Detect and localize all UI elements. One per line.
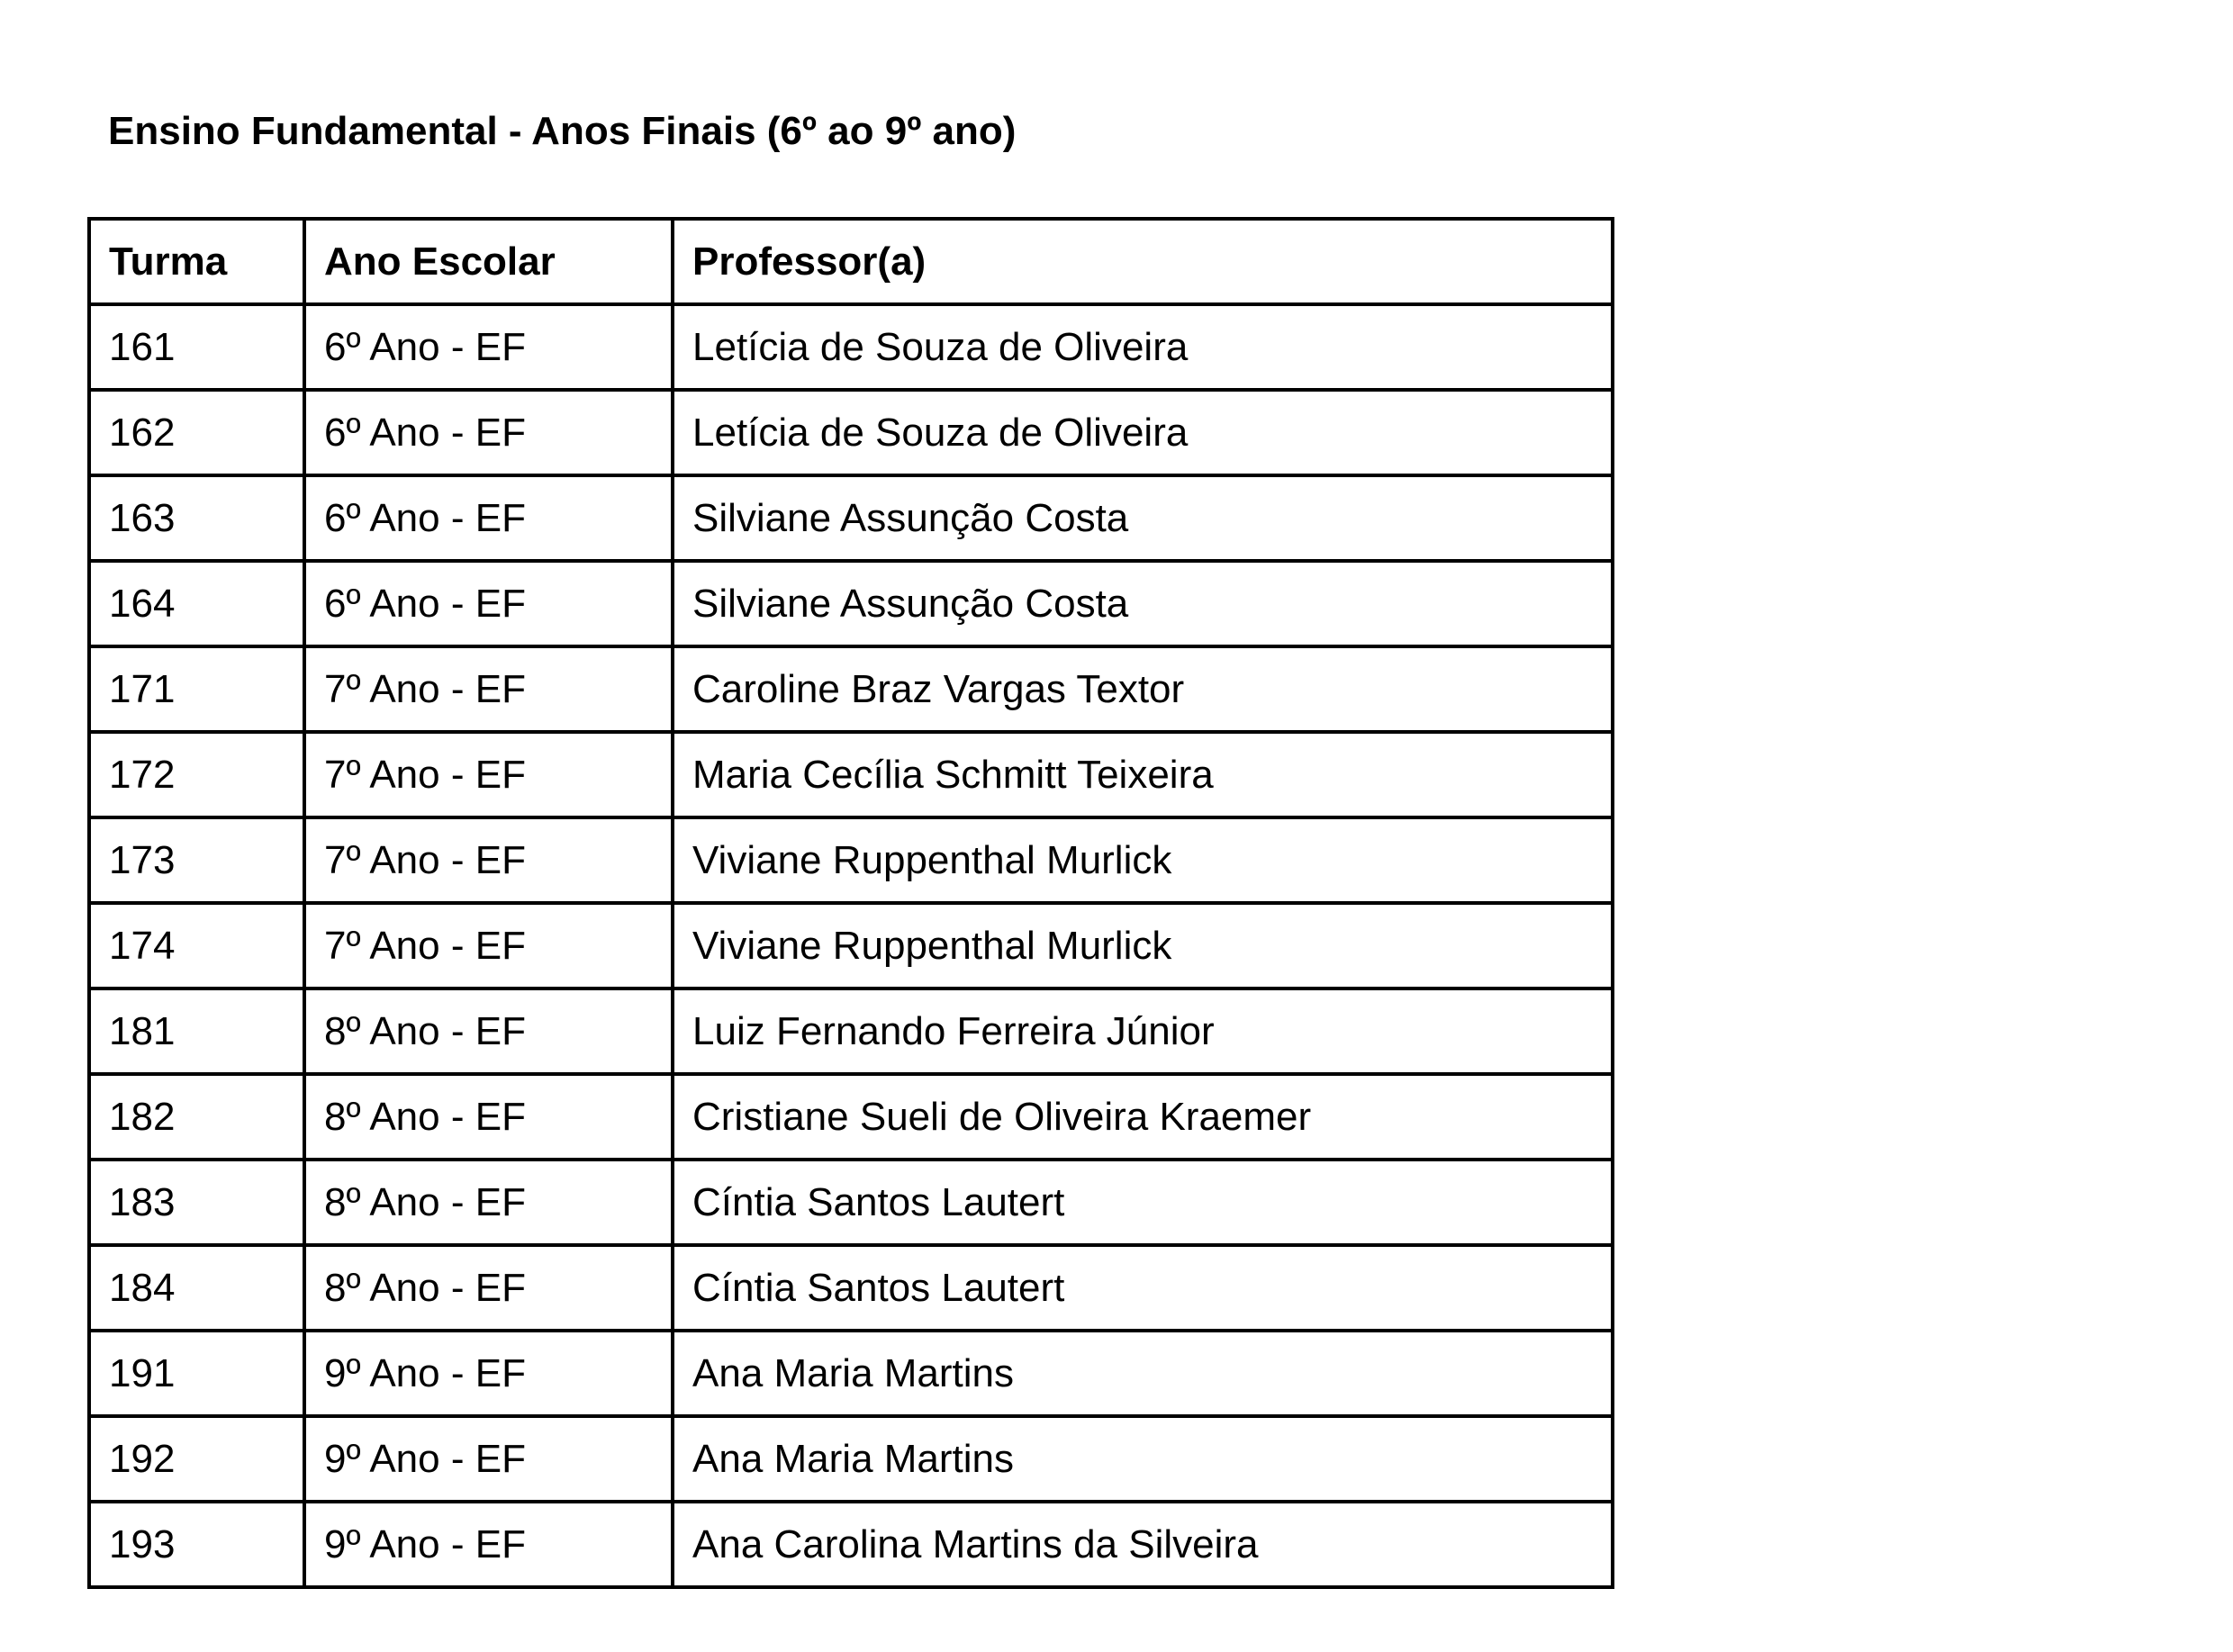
cell-turma: 183: [89, 1160, 304, 1245]
table-row: [89, 1502, 1613, 1587]
table-row: [89, 1331, 1613, 1416]
header-ano-escolar: Ano Escolar: [304, 219, 673, 304]
table-row: [89, 732, 1613, 817]
header-turma: Turma: [89, 219, 304, 304]
table-row: [89, 1416, 1613, 1502]
cell-professor: Letícia de Souza de Oliveira: [673, 390, 1613, 475]
table-row: [89, 988, 1613, 1074]
header-professor: Professor(a): [673, 219, 1613, 304]
cell-turma: 174: [89, 903, 304, 988]
cell-turma: 162: [89, 390, 304, 475]
cell-ano: 8º Ano - EF: [304, 988, 673, 1074]
cell-professor: Ana Carolina Martins da Silveira: [673, 1502, 1613, 1587]
table-row: [89, 1074, 1613, 1160]
document-title: Ensino Fundamental - Anos Finais (6º ao 9º ano): [108, 109, 1017, 153]
table-row: [89, 561, 1613, 646]
cell-turma: 181: [89, 988, 304, 1074]
cell-ano: 9º Ano - EF: [304, 1331, 673, 1416]
table-row: [89, 817, 1613, 903]
cell-ano: 9º Ano - EF: [304, 1416, 673, 1502]
table-row: [89, 475, 1613, 561]
cell-professor: Ana Maria Martins: [673, 1331, 1613, 1416]
cell-professor: Maria Cecília Schmitt Teixeira: [673, 732, 1613, 817]
table-body: [89, 304, 1613, 1587]
cell-turma: 173: [89, 817, 304, 903]
cell-ano: 7º Ano - EF: [304, 903, 673, 988]
cell-turma: 193: [89, 1502, 304, 1587]
table-row: [89, 903, 1613, 988]
cell-professor: Viviane Ruppenthal Murlick: [673, 903, 1613, 988]
cell-ano: 6º Ano - EF: [304, 475, 673, 561]
cell-ano: 7º Ano - EF: [304, 817, 673, 903]
cell-professor: Cíntia Santos Lautert: [673, 1160, 1613, 1245]
cell-professor: Luiz Fernando Ferreira Júnior: [673, 988, 1613, 1074]
cell-turma: 172: [89, 732, 304, 817]
cell-turma: 192: [89, 1416, 304, 1502]
table-header-row: [89, 219, 1613, 304]
cell-professor: Ana Maria Martins: [673, 1416, 1613, 1502]
table-row: [89, 390, 1613, 475]
cell-turma: 163: [89, 475, 304, 561]
cell-ano: 6º Ano - EF: [304, 561, 673, 646]
cell-ano: 8º Ano - EF: [304, 1245, 673, 1331]
cell-professor: Viviane Ruppenthal Murlick: [673, 817, 1613, 903]
cell-turma: 164: [89, 561, 304, 646]
cell-turma: 191: [89, 1331, 304, 1416]
cell-professor: Silviane Assunção Costa: [673, 475, 1613, 561]
cell-ano: 7º Ano - EF: [304, 646, 673, 732]
cell-ano: 6º Ano - EF: [304, 304, 673, 390]
cell-professor: Silviane Assunção Costa: [673, 561, 1613, 646]
table-row: [89, 646, 1613, 732]
cell-turma: 171: [89, 646, 304, 732]
cell-ano: 8º Ano - EF: [304, 1074, 673, 1160]
cell-turma: 182: [89, 1074, 304, 1160]
cell-turma: 161: [89, 304, 304, 390]
cell-ano: 7º Ano - EF: [304, 732, 673, 817]
cell-ano: 6º Ano - EF: [304, 390, 673, 475]
table-row: [89, 1245, 1613, 1331]
cell-turma: 184: [89, 1245, 304, 1331]
cell-professor: Caroline Braz Vargas Textor: [673, 646, 1613, 732]
cell-professor: Cristiane Sueli de Oliveira Kraemer: [673, 1074, 1613, 1160]
cell-professor: Cíntia Santos Lautert: [673, 1245, 1613, 1331]
table-row: [89, 1160, 1613, 1245]
cell-ano: 9º Ano - EF: [304, 1502, 673, 1587]
cell-ano: 8º Ano - EF: [304, 1160, 673, 1245]
cell-professor: Letícia de Souza de Oliveira: [673, 304, 1613, 390]
table-row: [89, 304, 1613, 390]
class-teacher-table: [87, 217, 1614, 1589]
